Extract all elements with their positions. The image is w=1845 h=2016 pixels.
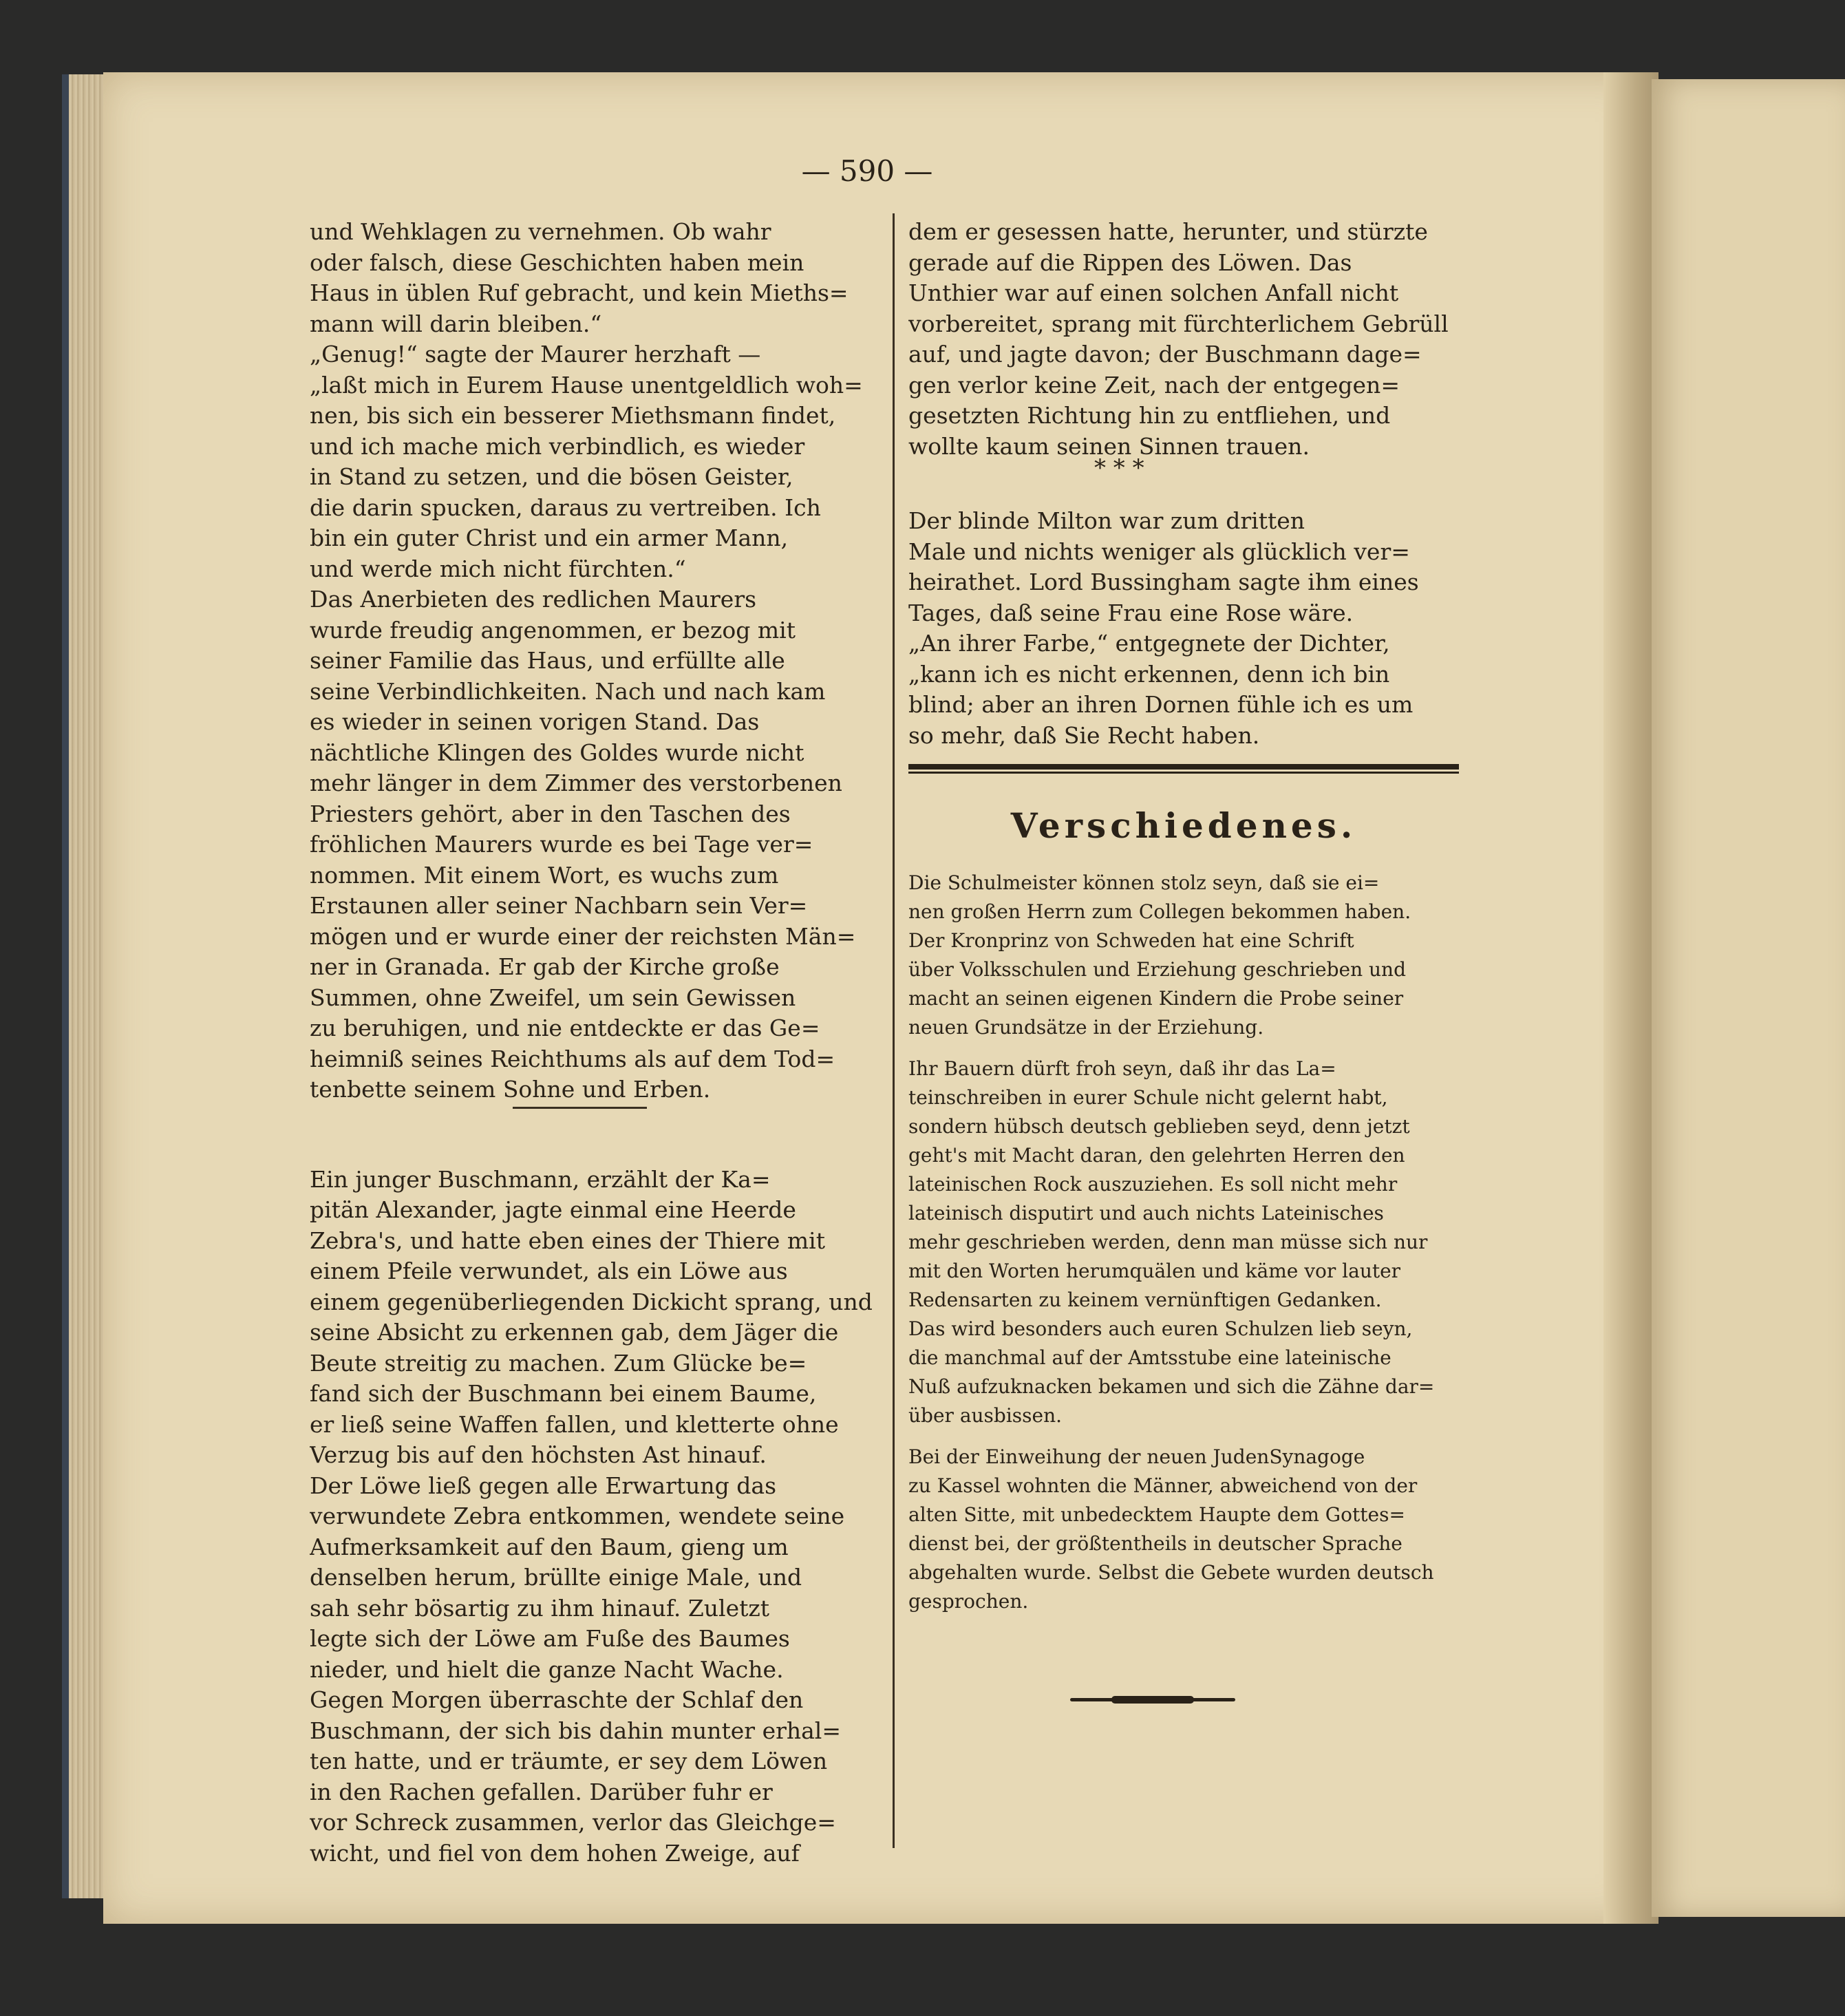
text-line: Redensarten zu keinem vernünftigen Gedanken. <box>908 1288 1382 1311</box>
text-line: und werde mich nicht fürchten.“ <box>310 555 686 582</box>
misc-item-synagogue <box>908 1443 1473 1616</box>
text-line: Das Anerbieten des redlichen Maurers <box>310 586 757 613</box>
text-line: es wieder in seinen vorigen Stand. Das <box>310 708 760 735</box>
text-line: mehr geschrieben werden, denn man müsse sich nur <box>908 1231 1428 1253</box>
text-line: ten hatte, und er träumte, er sey dem Löwen <box>310 1748 828 1774</box>
text-line: einem gegenüberliegenden Dickicht sprang, und <box>310 1288 873 1315</box>
facing-page-edge <box>1652 79 1845 1917</box>
text-line: Unthier war auf einen solchen Anfall nicht <box>908 279 1399 306</box>
text-line: gen verlor keine Zeit, nach der entgegen= <box>908 371 1400 399</box>
text-line: „laßt mich in Eurem Hause unentgeldlich woh= <box>310 371 863 399</box>
text-line: verwundete Zebra entkommen, wendete seine <box>310 1503 845 1529</box>
text-line: teinschreiben in eurer Schule nicht gelernt habt, <box>908 1086 1388 1109</box>
text-line: sondern hübsch deutsch geblieben seyd, denn jetzt <box>908 1115 1410 1138</box>
text-line: Nuß aufzuknacken bekamen und sich die Zähne dar= <box>908 1375 1435 1398</box>
text-line: lateinischen Rock auszuziehen. Es soll nicht mehr <box>908 1173 1398 1196</box>
text-line: Priesters gehört, aber in den Taschen des <box>310 800 791 827</box>
ornamental-rule <box>1070 1698 1235 1701</box>
text-line: und ich mache mich verbindlich, es wieder <box>310 432 805 460</box>
text-line: Haus in üblen Ruf gebracht, und kein Mieths= <box>310 279 849 306</box>
left-column <box>310 217 874 1869</box>
text-line: mann will darin bleiben.“ <box>310 310 602 337</box>
text-line: Beute streitig zu machen. Zum Glücke be= <box>310 1349 807 1377</box>
text-line: die darin spucken, daraus zu vertreiben. Ich <box>310 494 821 521</box>
text-line: dienst bei, der größtentheils in deutscher Sprache <box>908 1532 1403 1555</box>
double-rule <box>908 764 1459 775</box>
text-line: alten Sitte, mit unbedecktem Haupte dem Gottes= <box>908 1503 1405 1526</box>
text-line: vor Schreck zusammen, verlor das Gleichge= <box>310 1809 836 1836</box>
text-line: Bei der Einweihung der neuen JudenSynagoge <box>908 1445 1365 1468</box>
text-line: Summen, ohne Zweifel, um sein Gewissen <box>310 984 796 1011</box>
text-line: zu beruhigen, und nie entdeckte er das Ge= <box>310 1015 820 1041</box>
text-line: mögen und er wurde einer der reichsten Män= <box>310 922 856 950</box>
thick-rule <box>908 764 1459 770</box>
text-line: mit den Worten herumquälen und käme vor lauter <box>908 1260 1401 1282</box>
text-line: heimniß seines Reichthums als auf dem Tod= <box>310 1045 835 1072</box>
text-line: legte sich der Löwe am Fuße des Baumes <box>310 1625 790 1652</box>
text-line: über Volksschulen und Erziehung geschrieben und <box>908 958 1407 981</box>
text-line: die manchmal auf der Amtsstube eine lateinische <box>908 1346 1391 1369</box>
short-rule <box>513 1107 647 1109</box>
text-line: seine Absicht zu erkennen gab, dem Jäger die <box>310 1319 839 1346</box>
text-line: nommen. Mit einem Wort, es wuchs zum <box>310 861 779 889</box>
text-line: Buschmann, der sich bis dahin munter erhal= <box>310 1717 842 1744</box>
text-line: wurde freudig angenommen, er bezog mit <box>310 616 796 644</box>
text-line: Gegen Morgen überraschte der Schlaf den <box>310 1686 804 1713</box>
text-line: abgehalten wurde. Selbst die Gebete wurden deutsch <box>908 1561 1434 1584</box>
text-line: Male und nichts weniger als glücklich ver= <box>908 538 1410 565</box>
page-gutter <box>1603 72 1659 1924</box>
section-title: Verschiedenes. <box>1010 805 1357 846</box>
text-line: einem Pfeile verwundet, als ein Löwe aus <box>310 1258 788 1284</box>
text-line: pitän Alexander, jagte einmal eine Heerde <box>310 1196 796 1223</box>
text-line: bin ein guter Christ und ein armer Mann, <box>310 524 789 551</box>
text-line: Zebra's, und hatte eben eines der Thiere mit <box>310 1227 825 1254</box>
text-line: wicht, und fiel von dem hohen Zweige, auf <box>310 1839 800 1867</box>
text-line: geht's mit Macht daran, den gelehrten Herren den <box>908 1144 1405 1167</box>
column-divider <box>893 213 895 1848</box>
text-line: oder falsch, diese Geschichten haben mein <box>310 248 804 276</box>
text-line: nen, bis sich ein besserer Miethsmann findet, <box>310 402 836 429</box>
section-stars: * * * <box>1094 454 1144 482</box>
article-mason-ending <box>310 217 874 1105</box>
text-line: und Wehklagen zu vernehmen. Ob wahr <box>310 218 771 245</box>
page-number: — 590 — <box>801 154 933 188</box>
text-line: macht an seinen eigenen Kindern die Probe seiner <box>908 987 1404 1010</box>
misc-item-latin <box>908 1054 1473 1430</box>
text-line: neuen Grundsätze in der Erziehung. <box>908 1016 1264 1039</box>
text-line: vorbereitet, sprang mit fürchterlichem Gebrüll <box>908 310 1449 337</box>
text-line: tenbette seinem Sohne und Erben. <box>310 1076 711 1103</box>
text-line: gesprochen. <box>908 1590 1029 1613</box>
text-line: fröhlichen Maurers wurde es bei Tage ver= <box>310 831 813 858</box>
text-line: über ausbissen. <box>908 1404 1063 1427</box>
text-line: Der Kronprinz von Schweden hat eine Schrift <box>908 929 1354 952</box>
text-line: lateinisch disputirt und auch nichts Lateinisches <box>908 1202 1384 1224</box>
spacer <box>908 1042 1473 1054</box>
text-line: gerade auf die Rippen des Löwen. Das <box>908 248 1352 276</box>
text-line: er ließ seine Waffen fallen, und kletterte ohne <box>310 1410 839 1438</box>
text-line: „Genug!“ sagte der Maurer herzhaft — <box>310 341 761 368</box>
text-line: Aufmerksamkeit auf den Baum, gieng um <box>310 1533 789 1560</box>
thin-rule <box>908 772 1459 774</box>
article-bushman <box>310 1165 874 1869</box>
text-line: „An ihrer Farbe,“ entgegnete der Dichter, <box>908 630 1390 657</box>
text-line: zu Kassel wohnten die Männer, abweichend von der <box>908 1474 1418 1497</box>
text-line: nen großen Herrn zum Collegen bekommen haben. <box>908 900 1411 923</box>
misc-section <box>908 869 1473 1616</box>
text-line: auf, und jagte davon; der Buschmann dage= <box>908 341 1422 368</box>
text-line: sah sehr bösartig zu ihm hinauf. Zuletzt <box>310 1594 770 1622</box>
text-line: dem er gesessen hatte, herunter, und stürzte <box>908 218 1428 245</box>
article-milton <box>908 506 1459 751</box>
right-column <box>908 217 1459 751</box>
text-line: Das wird besonders auch euren Schulzen lieb seyn, <box>908 1317 1413 1340</box>
text-line: seine Verbindlichkeiten. Nach und nach kam <box>310 677 826 705</box>
text-line: Die Schulmeister können stolz seyn, daß sie ei= <box>908 871 1380 894</box>
text-line: Ein junger Buschmann, erzählt der Ka= <box>310 1165 771 1193</box>
spacer <box>310 1105 874 1165</box>
text-line: Der Löwe ließ gegen alle Erwartung das <box>310 1472 776 1499</box>
text-line: fand sich der Buschmann bei einem Baume, <box>310 1380 817 1407</box>
text-line: mehr länger in dem Zimmer des verstorbenen <box>310 770 842 796</box>
article-bushman-ending <box>908 217 1459 462</box>
text-line: Ihr Bauern dürft froh seyn, daß ihr das La= <box>908 1057 1336 1080</box>
text-line: nächtliche Klingen des Goldes wurde nicht <box>310 739 804 766</box>
text-line: ner in Granada. Er gab der Kirche große <box>310 953 780 980</box>
text-line: Tages, daß seine Frau eine Rose wäre. <box>908 599 1354 626</box>
text-line: seiner Familie das Haus, und erfüllte alle <box>310 647 785 674</box>
text-line: „kann ich es nicht erkennen, denn ich bin <box>908 660 1390 688</box>
text-line: nieder, und hielt die ganze Nacht Wache. <box>310 1655 784 1683</box>
text-line: Verzug bis auf den höchsten Ast hinauf. <box>310 1441 767 1468</box>
text-line: denselben herum, brüllte einige Male, und <box>310 1564 802 1591</box>
text-line: so mehr, daß Sie Recht haben. <box>908 721 1260 749</box>
text-line: gesetzten Richtung hin zu entfliehen, und <box>908 402 1391 429</box>
text-line: heirathet. Lord Bussingham sagte ihm eines <box>908 569 1419 595</box>
spacer <box>908 462 1459 506</box>
text-line: Der blinde Milton war zum dritten <box>908 507 1305 534</box>
spacer <box>908 1430 1473 1443</box>
text-line: blind; aber an ihren Dornen fühle ich es um <box>908 691 1414 718</box>
text-line: in den Rachen gefallen. Darüber fuhr er <box>310 1778 773 1805</box>
text-line: in Stand zu setzen, und die bösen Geister, <box>310 463 793 490</box>
text-line: Erstaunen aller seiner Nachbarn sein Ver= <box>310 892 808 919</box>
text-line: wollte kaum seinen Sinnen trauen. <box>908 432 1310 460</box>
misc-item-schoolmasters <box>908 869 1473 1042</box>
